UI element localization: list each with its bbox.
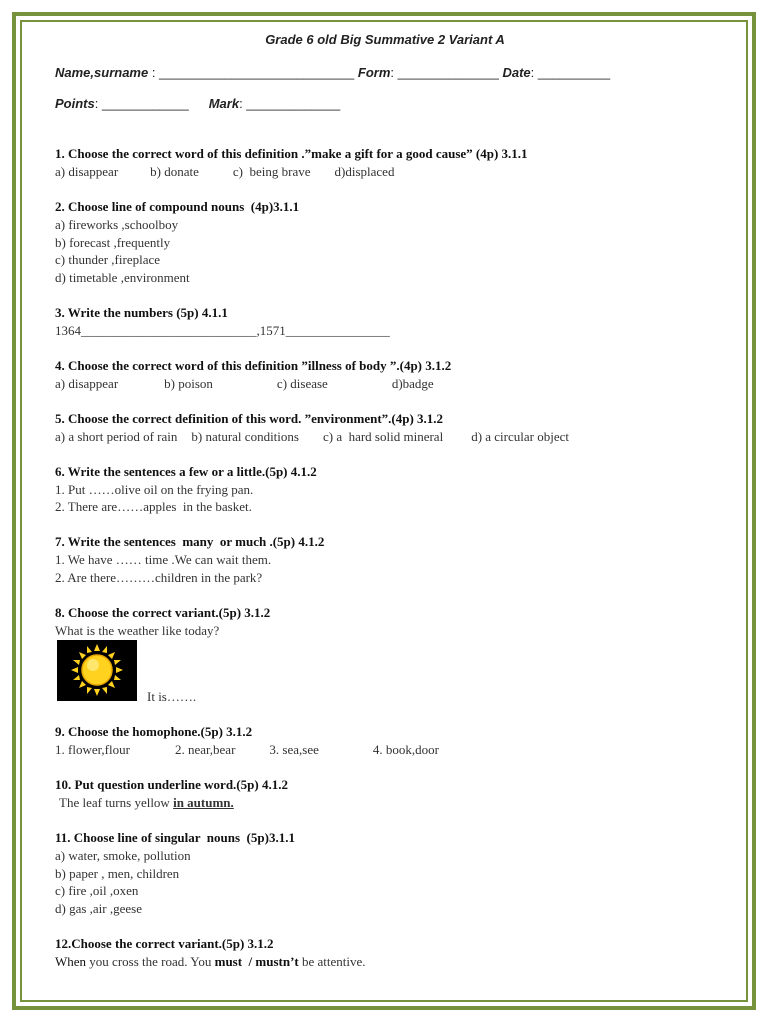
question-4-options — [55, 375, 434, 393]
form-blank[interactable]: : ______________ — [390, 65, 503, 80]
worksheet-title: Grade 6 old Big Summative 2 Variant A — [265, 32, 505, 47]
option[interactable]: b) forecast ,frequently — [55, 235, 171, 250]
choice-must-mustnt[interactable]: must / mustn’t — [214, 954, 299, 969]
date-label: Date — [502, 65, 531, 80]
question-4-title: 4. Choose the correct word of this definition ”illness of body ”.(4p) 3.1.2 — [55, 358, 452, 373]
option[interactable]: 3. sea,see — [269, 742, 319, 757]
question-8-text: What is the weather like today? — [55, 623, 220, 638]
question-9-title: 9. Choose the homophone.(5p) 3.1.2 — [55, 724, 253, 739]
option[interactable]: a) fireworks ,schoolboy — [55, 217, 179, 232]
question-11-title: 11. Choose line of singular nouns (5p)3.1.1 — [55, 830, 295, 845]
question-12-title: 12.Choose the correct variant.(5p) 3.1.2 — [55, 936, 274, 951]
option[interactable]: a) water, smoke, pollution — [55, 848, 191, 863]
option[interactable]: d) a circular object — [471, 429, 569, 444]
question-6-title: 6. Write the sentences a few or a little.(5p) 4.1.2 — [55, 464, 317, 479]
option[interactable]: a) disappear — [55, 164, 119, 179]
question-9-options — [55, 741, 439, 759]
form-label: Form — [357, 65, 391, 80]
question-1-options — [55, 163, 394, 181]
option[interactable]: a) disappear — [55, 376, 119, 391]
option[interactable]: d)displaced — [334, 164, 395, 179]
question-8-answer[interactable]: It is……. — [147, 689, 197, 704]
sentence-text: you cross the road. You — [86, 954, 215, 969]
option[interactable]: c) fire ,oil ,oxen — [55, 883, 139, 898]
option[interactable]: b) donate — [150, 164, 199, 179]
sentence-end: be attentive. — [298, 954, 366, 969]
option[interactable]: a) a short period of rain — [55, 429, 178, 444]
question-3-title: 3. Write the numbers (5p) 4.1.1 — [55, 305, 228, 320]
question-6-item[interactable]: 2. There are……apples in the basket. — [55, 499, 252, 514]
mark-blank[interactable]: : _____________ — [239, 96, 341, 111]
option[interactable]: 1. flower,flour — [55, 742, 130, 757]
option[interactable]: b) natural conditions — [191, 429, 299, 444]
question-5-options — [55, 428, 569, 446]
underlined-phrase: in autumn. — [173, 795, 234, 810]
question-10-title: 10. Put question underline word.(5p) 4.1.2 — [55, 777, 288, 792]
question-2-title: 2. Choose line of compound nouns (4p)3.1.1 — [55, 199, 300, 214]
option[interactable]: d)badge — [391, 376, 434, 391]
points-blank[interactable]: : ____________ — [94, 96, 189, 111]
option[interactable]: b) poison — [164, 376, 213, 391]
option[interactable]: c) thunder ,fireplace — [55, 252, 161, 267]
question-7-title: 7. Write the sentences many or much .(5p) 4.1.2 — [55, 534, 325, 549]
question-3-blanks[interactable]: 1364___________________________,1571________________ — [55, 323, 390, 338]
name-form-date-row — [55, 64, 610, 82]
question-7-item[interactable]: 2. Are there………children in the park? — [55, 570, 263, 585]
question-7-item[interactable]: 1. We have …… time .We can wait them. — [55, 552, 272, 567]
option[interactable]: 2. near,bear — [174, 742, 236, 757]
option[interactable]: 4. book,door — [372, 742, 439, 757]
option[interactable]: d) timetable ,environment — [55, 270, 190, 285]
question-10-sentence — [59, 794, 234, 812]
option[interactable]: c) a hard solid mineral — [322, 429, 444, 444]
question-12-sentence — [55, 953, 366, 971]
name-label: Name,surname — [55, 65, 149, 80]
question-1-title: 1. Choose the correct word of this definition .”make a gift for a good cause” (4p) 3.1.1 — [55, 146, 528, 161]
points-mark-row — [55, 95, 340, 113]
option[interactable]: c) disease — [276, 376, 328, 391]
question-5-title: 5. Choose the correct definition of this word. ”environment”.(4p) 3.1.2 — [55, 411, 444, 426]
option[interactable]: d) gas ,air ,geese — [55, 901, 142, 916]
name-blank[interactable]: : ___________________________ — [148, 65, 358, 80]
points-label: Points — [55, 96, 95, 111]
option[interactable]: b) paper , men, children — [55, 866, 180, 881]
sentence-start: When — [55, 954, 87, 969]
question-8-title: 8. Choose the correct variant.(5p) 3.1.2 — [55, 605, 271, 620]
sentence-text: The leaf turns yellow — [59, 795, 174, 810]
mark-label: Mark — [208, 96, 240, 111]
option[interactable]: c) being brave — [232, 164, 311, 179]
date-blank[interactable]: : __________ — [530, 65, 611, 80]
sun-icon — [57, 640, 137, 701]
question-6-item[interactable]: 1. Put ……olive oil on the frying pan. — [55, 482, 254, 497]
